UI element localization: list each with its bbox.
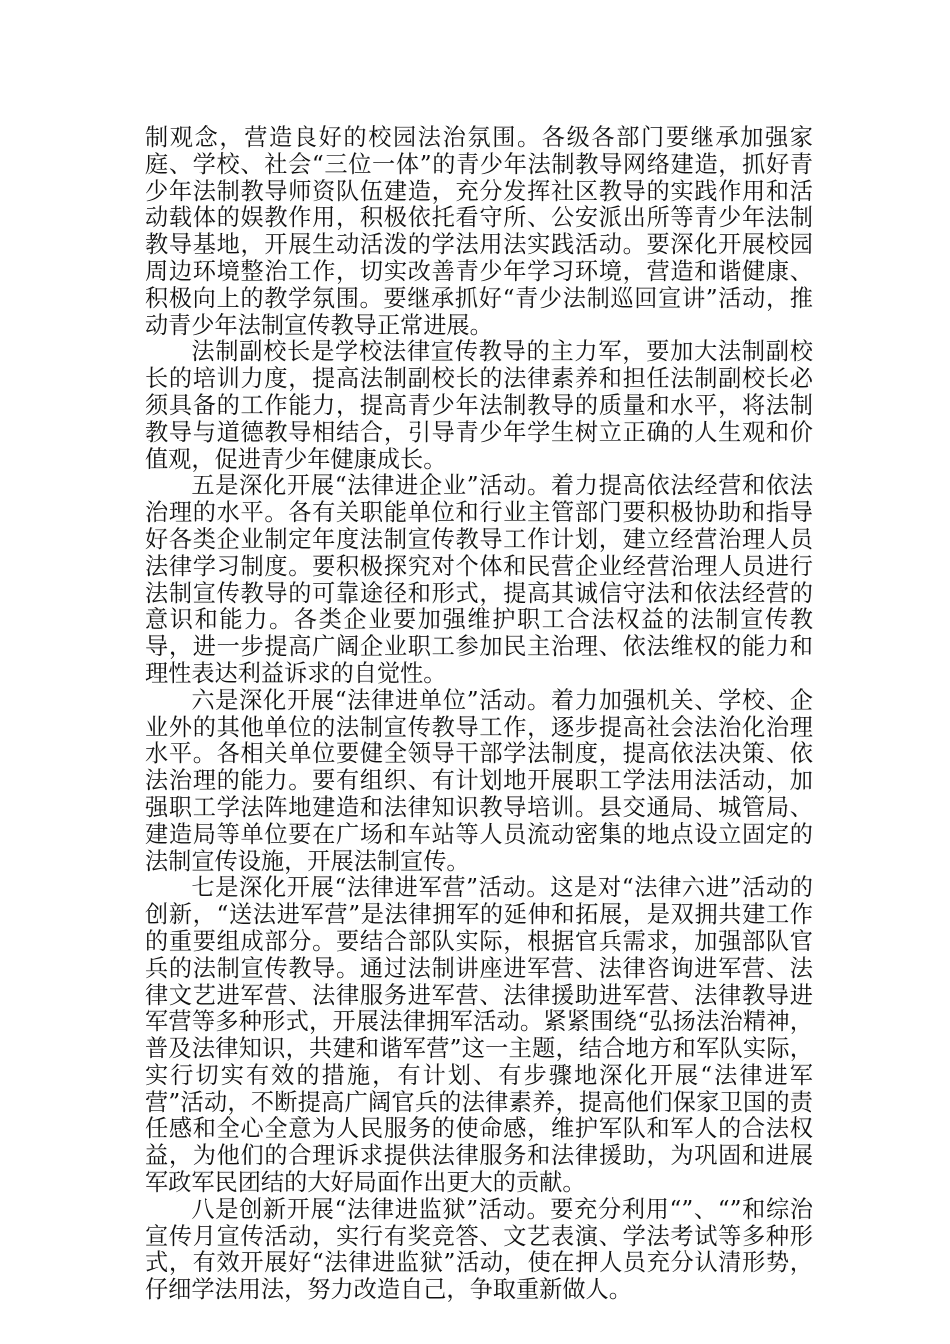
paragraph-6: 八是创新开展“法律进监狱”活动。要充分利用“”、“”和综治宣传月宣传活动，实行有奖竞答、文艺表演、学法考试等多种形式，有效开展好“法律进监狱”活动，使在押人员充分认清形势，仔细学法用法，努力改造自己，争取重新做人。	[145, 1195, 813, 1304]
paragraph-2: 法制副校长是学校法律宣传教导的主力军，要加大法制副校长的培训力度，提高法制副校长的法律素养和担任法制副校长必须具备的工作能力，提高青少年法制教导的质量和水平，将法制教导与道德教导相结合，引导青少年学生树立正确的人生观和价值观，促进青少年健康成长。	[145, 338, 813, 473]
paragraph-1: 制观念，营造良好的校园法治氛围。各级各部门要继承加强家庭、学校、社会“三位一体”的青少年法制教导网络建造，抓好青少年法制教导师资队伍建造，充分发挥社区教导的实践作用和活动载体的娱教作用，积极依托看守所、公安派出所等青少年法制教导基地，开展生动活泼的学法用法实践活动。要深化开展校园周边环境整治工作，切实改善青少年学习环境，营造和谐健康、积极向上的教学氛围。要继承抓好“青少法制巡回宣讲”活动，推动青少年法制宣传教导正常进展。	[145, 124, 813, 339]
document-body	[145, 125, 813, 1304]
paragraph-3: 五是深化开展“法律进企业”活动。着力提高依法经营和依法治理的水平。各有关职能单位和行业主管部门要积极协助和指导好各类企业制定年度法制宣传教导工作计划，建立经营治理人员法律学习制度。要积极探究对个体和民营企业经营治理人员进行法制宣传教导的可靠途径和形式，提高其诚信守法和依法经营的意识和能力。各类企业要加强维护职工合法权益的法制宣传教导，进一步提高广阔企业职工参加民主治理、依法维权的能力和理性表达利益诉求的自觉性。	[145, 472, 813, 687]
paragraph-5: 七是深化开展“法律进军营”活动。这是对“法律六进”活动的创新，“送法进军营”是法律拥军的延伸和拓展，是双拥共建工作的重要组成部分。要结合部队实际，根据官兵需求，加强部队官兵的法制宣传教导。通过法制讲座进军营、法律咨询进军营、法律文艺进军营、法律服务进军营、法律援助进军营、法律教导进军营等多种形式，开展法律拥军活动。紧紧围绕“弘扬法治精神，普及法律知识，共建和谐军营”这一主题，结合地方和军队实际，实行切实有效的措施，有计划、有步骤地深化开展“法律进军营”活动，不断提高广阔官兵的法律素养，提高他们保家卫国的责任感和全心全意为人民服务的使命感，维护军队和军人的合法权益，为他们的合理诉求提供法律服务和法律援助，为巩固和进展军政军民团结的大好局面作出更大的贡献。	[145, 874, 813, 1197]
paragraph-4: 六是深化开展“法律进单位”活动。着力加强机关、学校、企业外的其他单位的法制宣传教导工作，逐步提高社会法治化治理水平。各相关单位要健全领导干部学法制度，提高依法决策、依法治理的能力。要有组织、有计划地开展职工学法用法活动，加强职工学法阵地建造和法律知识教导培训。县交通局、城管局、建造局等单位要在广场和车站等人员流动密集的地点设立固定的法制宣传设施，开展法制宣传。	[145, 686, 813, 875]
